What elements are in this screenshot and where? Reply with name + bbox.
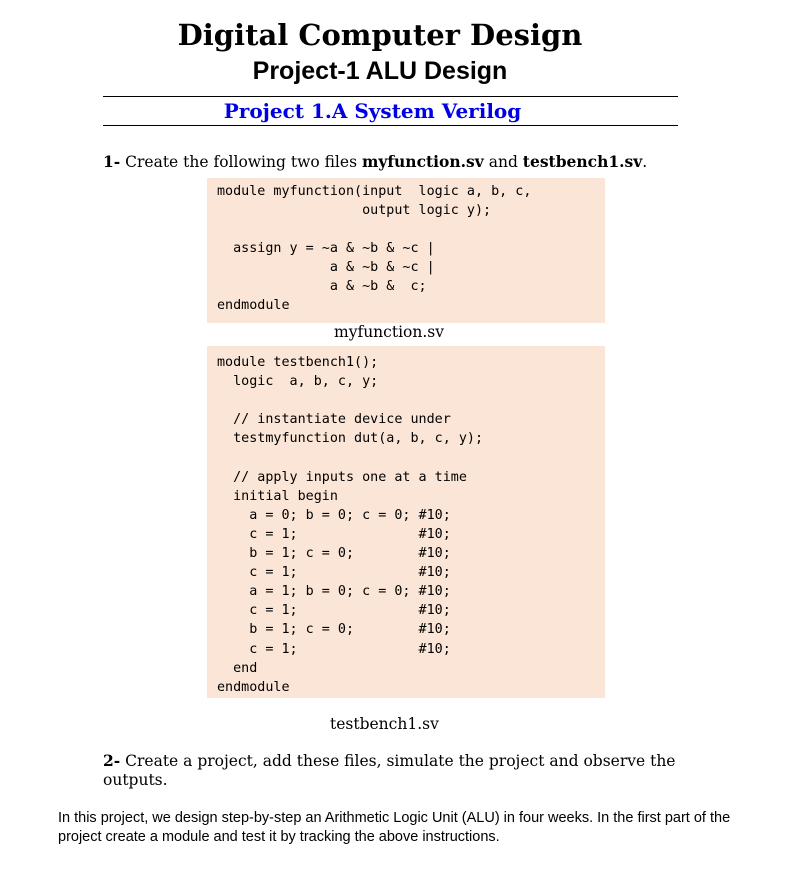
testbench-code-block xyxy=(207,346,605,698)
step-2-instruction xyxy=(103,751,693,790)
project-title: Project-1 ALU Design xyxy=(252,57,508,85)
code-line: b = 1; c = 0; #10; xyxy=(217,546,451,561)
code-line: endmodule xyxy=(217,298,290,313)
code-line: initial begin xyxy=(217,488,338,504)
step-1-number: 1- xyxy=(103,152,121,171)
code-line: endmodule xyxy=(217,679,290,695)
file-name-myfunction: myfunction.sv xyxy=(361,152,484,171)
code-line: c = 1; #10; xyxy=(217,603,451,619)
step-2-text: Create a project, add these files, simulate the project and observe the outputs. xyxy=(103,752,676,789)
course-title: Digital Computer Design xyxy=(177,18,583,52)
step-1-text-b: and xyxy=(483,153,523,171)
code-line: a & ~b & ~c | xyxy=(217,260,435,275)
code-line: module myfunction(input logic a, b, c, xyxy=(217,184,532,199)
code-line: a = 0; b = 0; c = 0; #10; xyxy=(217,507,451,523)
step-2-number: 2- xyxy=(103,751,121,770)
myfunction-code-block xyxy=(207,178,605,323)
code-line: // instantiate device under xyxy=(217,412,451,428)
code-line: c = 1; #10; xyxy=(217,641,451,657)
code-line: testmyfunction dut(a, b, c, y); xyxy=(217,431,484,447)
code-line: a & ~b & c; xyxy=(217,279,427,294)
code-line: module testbench1(); xyxy=(217,355,379,370)
step-1-text-c: . xyxy=(642,153,648,171)
code-line: logic a, b, c, y; xyxy=(217,374,379,390)
testbench-caption: testbench1.sv xyxy=(330,715,439,733)
code-line: a = 1; b = 0; c = 0; #10; xyxy=(217,584,451,600)
code-line: c = 1; #10; xyxy=(217,565,451,581)
divider-bottom xyxy=(103,125,678,126)
project-description: In this project, we design step-by-step an Arithmetic Logic Unit (ALU) in four weeks. In the first part of the project create a module and test it by tracking the above instructions. xyxy=(58,810,731,845)
code-line: b = 1; c = 0; #10; xyxy=(217,622,451,638)
divider-top xyxy=(103,96,678,97)
file-name-testbench: testbench1.sv xyxy=(522,152,643,171)
code-line: output logic y); xyxy=(217,203,492,218)
code-line: assign y = ~a & ~b & ~c | xyxy=(217,241,435,256)
code-line: c = 1; #10; xyxy=(217,526,451,542)
step-1-text-a: Create the following two files xyxy=(120,153,362,171)
code-line: end xyxy=(217,660,258,676)
step-1-instruction xyxy=(103,152,647,171)
section-title: Project 1.A System Verilog xyxy=(223,99,522,123)
code-line: // apply inputs one at a time xyxy=(217,469,467,485)
myfunction-caption: myfunction.sv xyxy=(334,323,444,341)
